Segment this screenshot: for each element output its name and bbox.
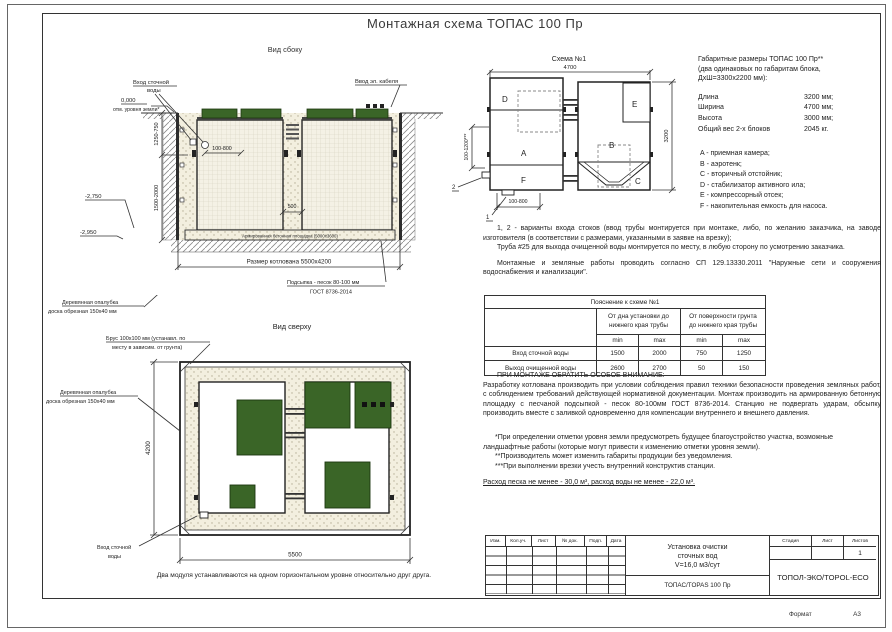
block-F: F bbox=[521, 176, 526, 185]
scheme-drawing bbox=[445, 52, 697, 232]
svg-text:100-800: 100-800 bbox=[508, 199, 528, 205]
svg-text:воды: воды bbox=[147, 88, 161, 94]
footnote-2: **Производитель может изменить габариты продукции без уведомления. bbox=[495, 453, 733, 461]
level-mark-2: -2,950 bbox=[80, 230, 97, 236]
format-value: А3 bbox=[853, 611, 861, 618]
model-name: ТОПАС/TOPAS 100 Пр bbox=[664, 582, 731, 590]
footnotes-block bbox=[483, 433, 881, 471]
spec-row: Общий вес 2-х блоков 2045 кг. bbox=[698, 125, 829, 133]
spec-row: Ширина 4700 мм; bbox=[698, 104, 834, 112]
formwork-label: Деревянная опалубка bbox=[60, 390, 117, 396]
company-name: ТОПОЛ-ЭКО/TOPOL-ECO bbox=[777, 573, 869, 582]
block-B: B bbox=[609, 141, 615, 150]
vent-caps bbox=[366, 104, 384, 108]
block-A: A bbox=[521, 149, 527, 158]
consumption-note: Расход песка не менее - 30,0 м³, расход воды не менее - 22,0 м³. bbox=[483, 479, 695, 486]
vent-caps-plan bbox=[362, 402, 385, 407]
svg-text:1500-2000: 1500-2000 bbox=[154, 184, 160, 212]
top-view-drawing bbox=[42, 318, 482, 584]
legend-item: B - аэротенк; bbox=[700, 160, 742, 168]
sheets-count: 1 bbox=[844, 547, 876, 560]
inlet-marker bbox=[200, 512, 208, 518]
cable-label: Ввод эл. кабеля bbox=[355, 79, 399, 85]
stage-sheet-cell: Стадия Лист Листов 1 ТОПОЛ-ЭКО/TOPOL-ECO bbox=[770, 536, 876, 595]
table-title: Пояснение к схеме №1 bbox=[485, 296, 765, 309]
spec-row: Длина 3200 мм; bbox=[698, 93, 834, 101]
legend-item: D - стабилизатор активного ила; bbox=[700, 181, 806, 189]
footnote-3: ***При выполнении врезки учесть внутренний конструктив станции. bbox=[495, 462, 716, 470]
inlet-label: Вход сточной bbox=[133, 80, 169, 86]
svg-text:доска обрезная 150х40 мм: доска обрезная 150х40 мм bbox=[46, 399, 115, 405]
bedding-label: Подсыпка - песок 80-100 мм bbox=[287, 280, 360, 286]
svg-text:5500: 5500 bbox=[288, 551, 302, 559]
svg-text:500: 500 bbox=[287, 204, 297, 210]
footnote-1: *При определении отметки уровня земли предусмотреть будущее благоустройство участка, возможные ландшафтные работы (которые могут привести к изменению отметки уровня земли). bbox=[483, 434, 834, 451]
installation-notes bbox=[483, 224, 881, 278]
svg-text:1250-750: 1250-750 bbox=[154, 122, 160, 146]
attention-block bbox=[483, 371, 881, 419]
svg-text:воды: воды bbox=[108, 554, 121, 560]
attention-title: ПРИ МОНТАЖЕ ОБРАТИТЬ ОСОБОЕ ВНИМАНИЕ: bbox=[497, 372, 665, 379]
svg-text:Деревянная опалубка: Деревянная опалубка bbox=[62, 300, 119, 306]
legend-item: F - накопительная емкость для насоса. bbox=[700, 202, 828, 210]
spec-heading: Габаритные размеры ТОПАС 100 Пр** bbox=[698, 56, 824, 63]
callout-2: 2 bbox=[452, 185, 456, 191]
dimensions-spec-block: Габаритные размеры ТОПАС 100 Пр** (два одинаковых по габаритам блока, ДхШ=3300х2200 мм): Длина 3200 мм; Ширина 4700 мм; Высота 3000 мм; Общий вес 2-х блоков 2045 кг. bbox=[698, 55, 878, 134]
table-group-header: От поверхности грунта до нижнего края трубы bbox=[681, 309, 765, 335]
scheme-caption: Схема №1 bbox=[551, 56, 587, 63]
table-row: Выход очищенной воды 2600 2700 50 150 bbox=[485, 361, 765, 375]
legend-block bbox=[700, 149, 882, 213]
callout-1: 1 bbox=[486, 215, 490, 221]
svg-text:4700: 4700 bbox=[563, 65, 577, 71]
revision-grid bbox=[486, 547, 625, 594]
scheme-explanation-table: Пояснение к схеме №1 От дна установки до нижнего края трубы От поверхности грунта до нижнего края трубы min max min max Вход сточной воды 1500 2000 750 1250 Выход очищенной воды 2600 2700 50 150 bbox=[484, 295, 766, 376]
level-mark-1: -2,750 bbox=[85, 194, 102, 200]
legend-item: A - приемная камера; bbox=[700, 150, 770, 157]
concrete-slab bbox=[185, 230, 395, 240]
svg-text:ГОСТ 8736-2014: ГОСТ 8736-2014 bbox=[310, 289, 352, 296]
title-block bbox=[485, 535, 879, 596]
svg-text:100-800: 100-800 bbox=[212, 146, 232, 152]
table-group-header: От дна установки до нижнего края трубы bbox=[597, 309, 681, 335]
page-title: Монтажная схема ТОПАС 100 Пр bbox=[366, 16, 584, 31]
project-title-cell: Установка очистки сточных вод V=16,0 м3/сут ТОПАС/TOPAS 100 Пр bbox=[626, 536, 770, 595]
svg-text:месту в зависим. от грунта): месту в зависим. от грунта) bbox=[112, 345, 183, 351]
note-regulations: Монтажные и земляные работы проводить согласно СП 129.13330.2011 "Наружные сети и сооружения водоснабжения и канализации". bbox=[483, 259, 881, 277]
inlet-label-plan: Вход сточной bbox=[97, 545, 132, 551]
svg-text:4200: 4200 bbox=[145, 441, 152, 455]
table-corner-cell bbox=[485, 309, 597, 347]
beam-label: Брус 100х100 мм (устанавл. по bbox=[106, 336, 186, 342]
side-view-caption: Вид сбоку bbox=[267, 45, 303, 54]
block-D: D bbox=[502, 95, 508, 104]
legend-item: C - вторичный отстойник; bbox=[700, 171, 783, 179]
format-note: Формат А3 bbox=[789, 611, 861, 618]
pit-dimension: Размер котлована 5500х4200 bbox=[246, 258, 332, 266]
note-variants: 1, 2 - варианты входа стоков (ввод трубы монтируется при монтаже, либо, по желанию заказчика, на заводе изготовителя (в соответствии с размерами, указанными в заявке на врезку); bbox=[483, 225, 881, 242]
svg-text:доска обрезная 150х40 мм: доска обрезная 150х40 мм bbox=[48, 309, 117, 315]
block-E: E bbox=[632, 100, 638, 109]
spec-row: Высота 3000 мм; bbox=[698, 114, 834, 122]
note-outlet-pipe: Труба #25 для выхода очищенной воды монтируется по месту, в любую сторону по усмотрению заказчика. bbox=[497, 244, 845, 252]
svg-text:100-1200***: 100-1200*** bbox=[464, 133, 470, 161]
attention-body: Разработку котлована производить при условии соблюдения правил техники безопасности проведения земляных работ, с соблюдением требований действующей нормативной документации. Монтаж производить на армированную бетонную площадку с песчаной подсыпкой - песок 80-100мм ГОСТ 8736-2014. Станцию не подвергать ударам, обсыпку производить вместе с заливкой одновременно для компенсации внутреннего и внешнего давления. bbox=[483, 381, 881, 418]
legend-item: E - компрессорный отсек; bbox=[700, 192, 784, 200]
table-row: Вход сточной воды 1500 2000 750 1250 bbox=[485, 347, 765, 361]
top-view-caption: Вид сверху bbox=[272, 322, 312, 331]
revision-table: Изм. Кол.уч. Лист № док. Подп. Дата bbox=[486, 536, 626, 595]
slab-label: Армированная бетонная площадка (5000х3600) bbox=[242, 233, 338, 239]
block-C: C bbox=[635, 177, 641, 186]
ground-mark: отм. уровня земли* bbox=[113, 107, 160, 113]
zero-mark: 0,000 bbox=[121, 98, 136, 104]
side-view-drawing bbox=[55, 62, 455, 307]
svg-text:3200: 3200 bbox=[664, 129, 670, 143]
leveling-note: Два модуля устанавливаются на одном горизонтальном уровне относительно друг друга. bbox=[156, 572, 432, 579]
